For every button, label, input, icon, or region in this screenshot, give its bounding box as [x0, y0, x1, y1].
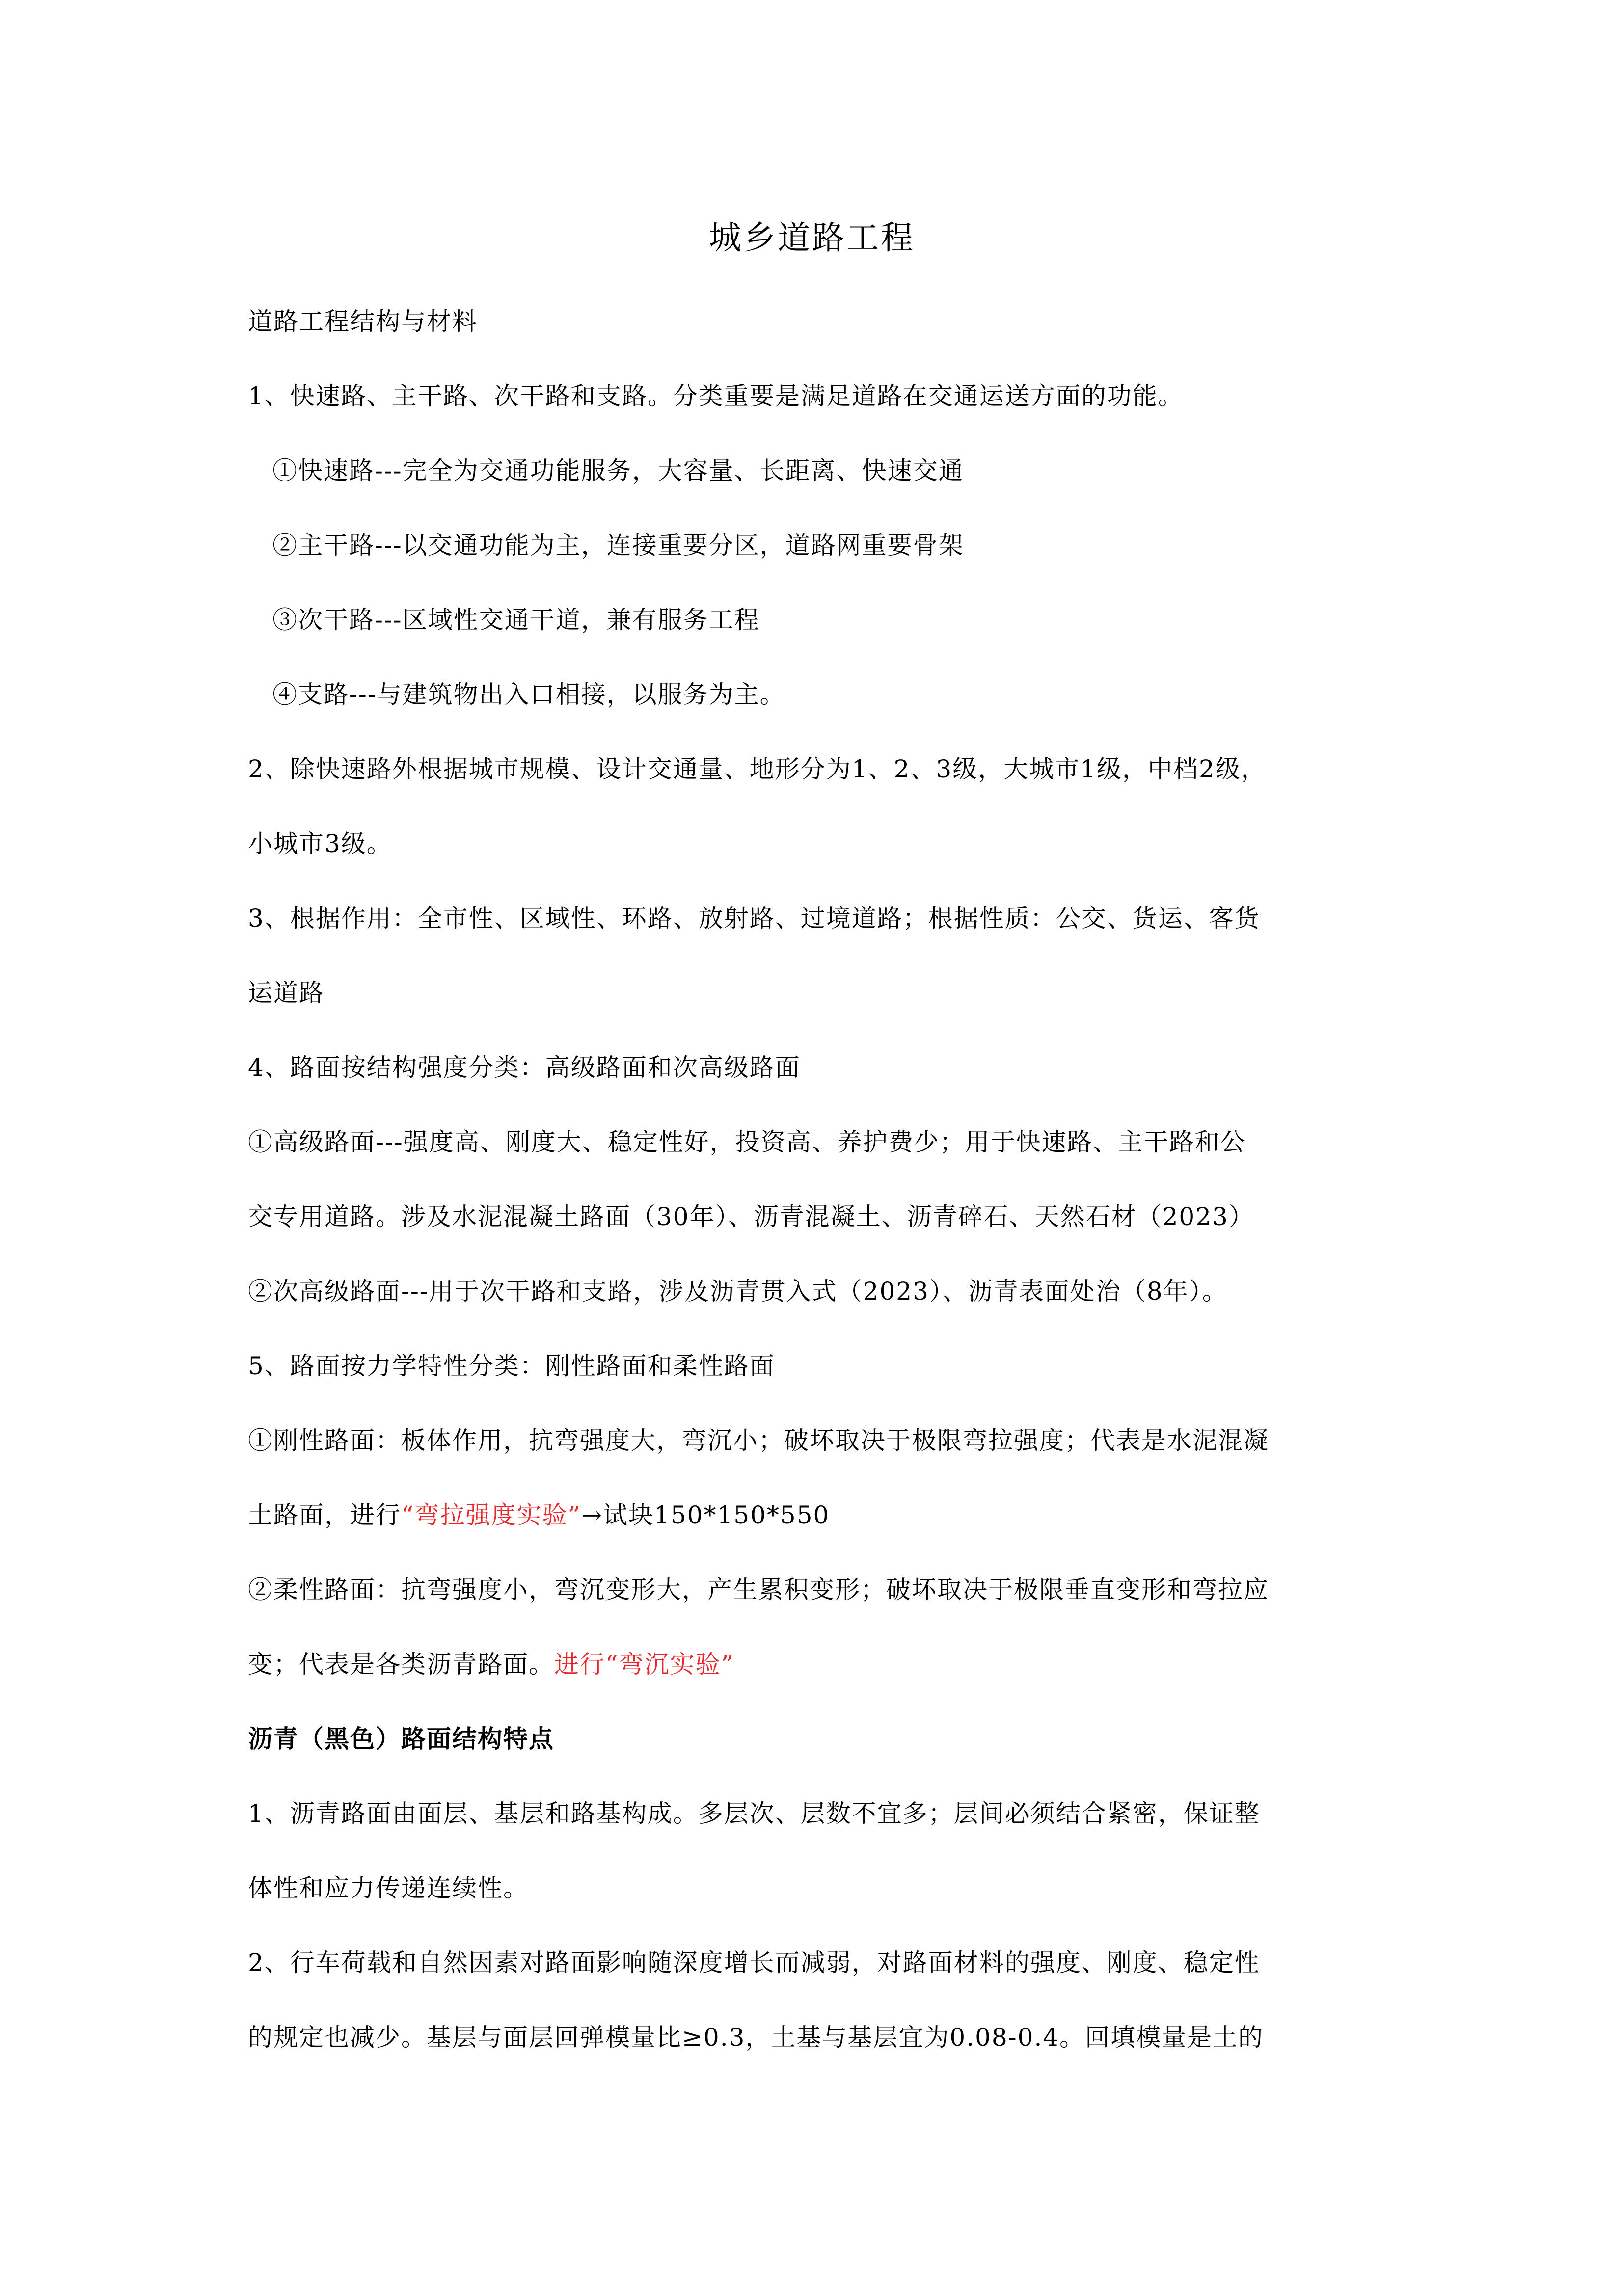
paragraph-4-item-b: ②次高级路面---用于次干路和支路，涉及沥青贯入式（2023）、沥青表面处治（8年）。: [248, 1277, 1228, 1306]
paragraph-1-item-b: ②主干路---以交通功能为主，连接重要分区，道路网重要骨架: [272, 531, 964, 560]
rigid-pavement-text: 土路面，进行: [248, 1501, 401, 1529]
section-heading-structure-materials: 道路工程结构与材料: [248, 307, 478, 336]
deflection-test-highlight: 进行“弯沉实验”: [554, 1650, 735, 1679]
paragraph-5-item-b-line-1: ②柔性路面：抗弯强度小，弯沉变形大，产生累积变形；破坏取决于极限垂直变形和弯拉应: [248, 1575, 1269, 1604]
bending-strength-test-highlight: “弯拉强度实验”: [401, 1501, 582, 1529]
page-title: 城乡道路工程: [709, 219, 915, 257]
paragraph-2-line-1: 2、除快速路外根据城市规模、设计交通量、地形分为1、2、3级，大城市1级，中档2级，: [248, 755, 1267, 783]
paragraph-2-line-2: 小城市3级。: [248, 829, 392, 858]
section-2-paragraph-2-line-2: 的规定也减少。基层与面层回弹模量比≥0.3，土基与基层宜为0.08-0.4。回填模量是土的: [248, 2023, 1264, 2052]
paragraph-3-line-1: 3、根据作用：全市性、区域性、环路、放射路、过境道路；根据性质：公交、货运、客货: [248, 904, 1260, 933]
section-2-paragraph-1-line-2: 体性和应力传递连续性。: [248, 1874, 529, 1902]
paragraph-1-item-c: ③次干路---区域性交通干道，兼有服务工程: [272, 606, 760, 634]
section-2-paragraph-1-line-1: 1、沥青路面由面层、基层和路基构成。多层次、层数不宜多；层间必须结合紧密，保证整: [248, 1799, 1260, 1828]
paragraph-4-item-a-line-2: 交专用道路。涉及水泥混凝土路面（30年）、沥青混凝土、沥青碎石、天然石材（2023）: [248, 1202, 1254, 1231]
test-block-size-text: →试块150*150*550: [581, 1501, 830, 1529]
paragraph-1-item-a: ①快速路---完全为交通功能服务，大容量、长距离、快速交通: [272, 456, 964, 485]
flexible-pavement-text: 变；代表是各类沥青路面。: [248, 1650, 554, 1679]
paragraph-5-item-a-line-2: [248, 1498, 830, 1532]
paragraph-1: 1、快速路、主干路、次干路和支路。分类重要是满足道路在交通运送方面的功能。: [248, 382, 1184, 410]
paragraph-5-item-b-line-2: [248, 1647, 734, 1682]
section-heading-asphalt-pavement: 沥青（黑色）路面结构特点: [248, 1724, 554, 1753]
paragraph-3-line-2: 运道路: [248, 979, 325, 1007]
paragraph-4: 4、路面按结构强度分类：高级路面和次高级路面: [248, 1053, 801, 1082]
paragraph-4-item-a-line-1: ①高级路面---强度高、刚度大、稳定性好，投资高、养护费少；用于快速路、主干路和公: [248, 1128, 1246, 1156]
section-2-paragraph-2-line-1: 2、行车荷载和自然因素对路面影响随深度增长而减弱，对路面材料的强度、刚度、稳定性: [248, 1949, 1260, 1977]
paragraph-5-item-a-line-1: ①刚性路面：板体作用，抗弯强度大，弯沉小；破坏取决于极限弯拉强度；代表是水泥混凝: [248, 1426, 1269, 1455]
paragraph-1-item-d: ④支路---与建筑物出入口相接，以服务为主。: [272, 680, 785, 709]
paragraph-5: 5、路面按力学特性分类：刚性路面和柔性路面: [248, 1352, 775, 1380]
